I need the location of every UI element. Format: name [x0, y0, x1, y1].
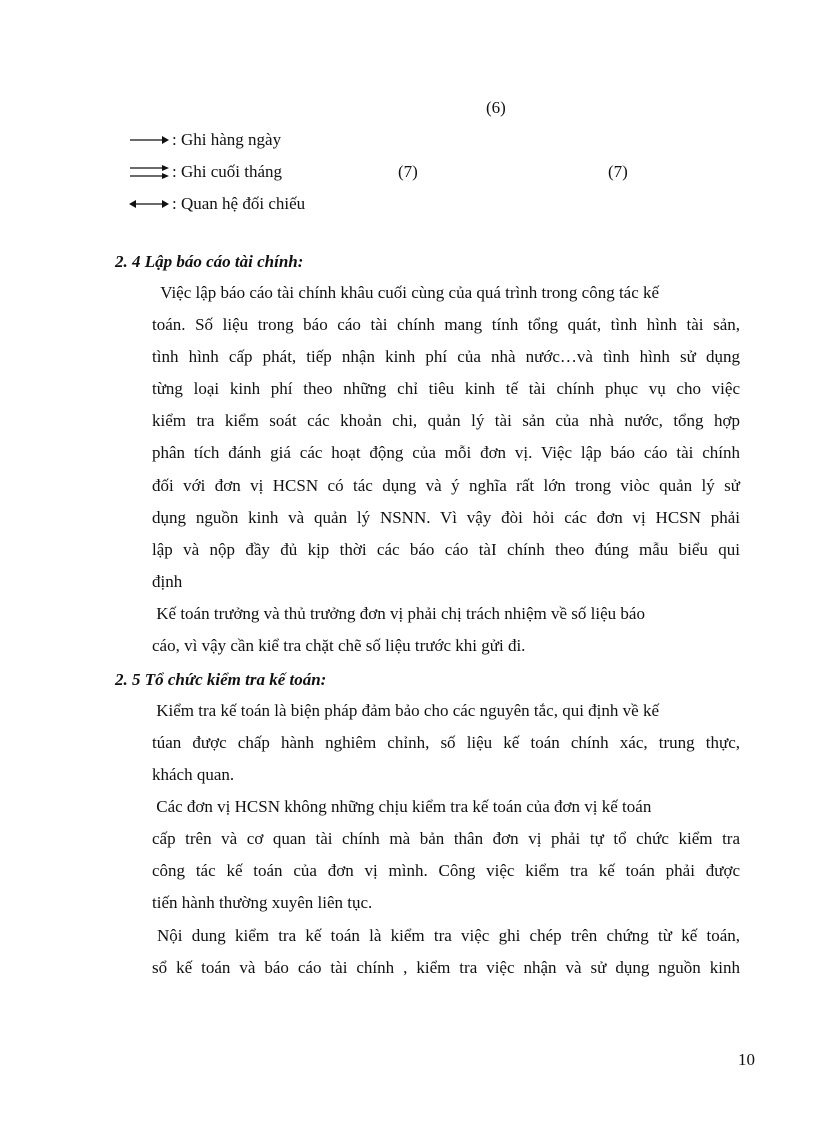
text-line: khách quan. — [152, 765, 235, 785]
text-line: phân tích đánh giá các hoạt động của mỗi đơn vị. Việc lập báo cáo tài chính — [152, 443, 740, 463]
text-line: lập và nộp đầy đủ kịp thời các báo cáo tàI chính theo đúng mẫu biểu qui — [152, 539, 740, 559]
text-line: đối với đơn vị HCSN có tác dụng và ý nghĩa rất lớn trong viòc quản lý sử — [152, 475, 740, 495]
text-line: sổ kế toán và báo cáo tài chính , kiểm tra việc nhận và sử dụng nguồn kinh — [152, 958, 740, 978]
text-line: Các đơn vị HCSN không những chịu kiểm tra kế toán của đơn vị kế toán — [152, 797, 652, 816]
diagram-label-7-right: (7) — [608, 162, 628, 181]
legend-reconcile — [128, 194, 305, 214]
section-2-5-heading: 2. 5 Tổ chức kiểm tra kế toán: — [115, 670, 327, 689]
text-line: toán. Số liệu trong báo cáo tài chính mang tính tổng quát, tình hình tài sản, — [152, 315, 740, 335]
diagram-label-6: (6) — [486, 98, 506, 117]
bidirectional-arrow-icon — [128, 194, 170, 214]
legend-daily — [128, 130, 281, 150]
text-line: Kế toán trưởng và thủ trưởng đơn vị phải chị trách nhiệm về số liệu báo — [152, 604, 645, 623]
legend-monthly-label: : Ghi cuối tháng — [172, 162, 283, 181]
text-line: tiến hành thường xuyên liên tục. — [152, 893, 373, 913]
text-line: cấp trên và cơ quan tài chính mà bản thân đơn vị phải tự tổ chức kiểm tra — [152, 829, 740, 849]
text-line: tình hình cấp phát, tiếp nhận kinh phí của nhà nước…và tình hình sử dụng — [152, 347, 740, 367]
text-line: Việc lập báo cáo tài chính khâu cuối cùng của quá trình trong công tác kế — [152, 283, 660, 302]
double-arrow-icon — [128, 162, 170, 182]
text-line: Nội dung kiểm tra kế toán là kiểm tra việc ghi chép trên chứng từ kế toán, — [157, 926, 740, 945]
text-line: cáo, vì vậy cần kiể tra chặt chẽ số liệu trước khi gửi đi. — [152, 636, 526, 656]
text-line: kiểm tra kiểm soát các khoản chi, quản lý tài sản của nhà nước, tổng hợp — [152, 411, 740, 431]
section-2-4-paragraph-2 — [152, 598, 740, 662]
legend-monthly — [128, 162, 282, 182]
text-line: Kiểm tra kế toán là biện pháp đảm bảo cho các nguyên tắc, qui định về kế — [152, 701, 659, 720]
legend-daily-label: : Ghi hàng ngày — [172, 130, 282, 149]
single-arrow-icon — [128, 130, 170, 150]
text-line: từng loại kinh phí theo những chỉ tiêu kinh tế tài chính phục vụ cho việc — [152, 379, 740, 399]
legend-reconcile-label: : Quan hệ đối chiếu — [172, 194, 306, 213]
section-2-5-paragraph-1 — [152, 695, 740, 791]
text-line: công tác kế toán của đơn vị mình. Công việc kiểm tra kế toán phải được — [152, 861, 740, 881]
text-line: định — [152, 571, 183, 591]
section-2-5-paragraph-2 — [152, 791, 740, 919]
section-2-4-heading: 2. 4 Lập báo cáo tài chính: — [115, 252, 304, 271]
section-2-4-paragraph-1 — [152, 277, 740, 598]
diagram-label-7-left: (7) — [398, 162, 418, 181]
section-2-5-paragraph-3 — [152, 920, 740, 984]
text-line: túan được chấp hành nghiêm chỉnh, số liệu kế toán chính xác, trung thực, — [152, 733, 740, 753]
page-number: 10 — [738, 1050, 755, 1069]
text-line: dụng nguồn kinh và quản lý NSNN. Vì vậy đòi hỏi các đơn vị HCSN phải — [152, 507, 740, 527]
